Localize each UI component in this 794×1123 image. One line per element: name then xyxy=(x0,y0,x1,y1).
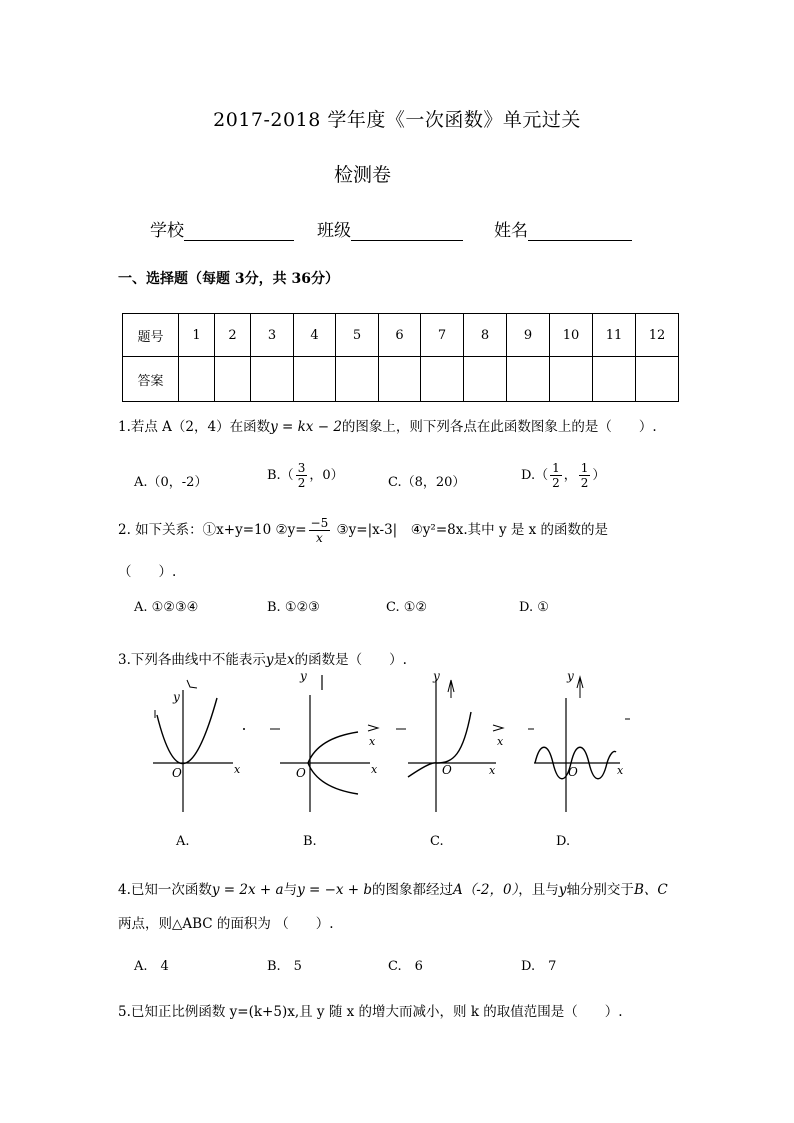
q1-option-b xyxy=(267,461,344,490)
stray-mark-icon xyxy=(240,720,250,740)
q3-x: x xyxy=(287,652,295,668)
name-label: 姓名 xyxy=(494,221,528,241)
graph-c xyxy=(403,670,513,815)
origin-label: O xyxy=(442,763,452,777)
q1-d-fraction-2 xyxy=(579,461,591,490)
answer-cell[interactable] xyxy=(336,357,379,402)
q4-f1: y = 2x + a xyxy=(211,882,284,898)
answer-cell[interactable] xyxy=(421,357,464,402)
answer-cell[interactable] xyxy=(215,357,251,402)
x-label-lower: x xyxy=(489,764,496,777)
question-number: 8 xyxy=(464,314,507,357)
fraction-denominator: 2 xyxy=(580,476,589,490)
fraction-numerator: 3 xyxy=(297,461,306,475)
q4-f2: y = −x + b xyxy=(297,882,373,898)
answer-cell[interactable] xyxy=(464,357,507,402)
fraction-denominator: 2 xyxy=(552,476,560,490)
fraction-numerator: 1 xyxy=(580,461,589,475)
question-number: 7 xyxy=(421,314,464,357)
q4-option-a: A. 4 xyxy=(134,959,169,974)
q2-post: ③y=|x-3| ④y²=8x.其中 y 是 x 的函数的是 xyxy=(332,522,609,538)
class-field xyxy=(317,216,463,241)
q1-d-post: ） xyxy=(592,468,606,483)
q2-option-a: A. ①②③④ xyxy=(134,600,199,615)
q2-pre: 2. 如下关系：①x+y=10 ②y= xyxy=(118,522,307,538)
question-number: 12 xyxy=(636,314,679,357)
q4-point: A（-2，0） xyxy=(453,882,519,898)
question-3 xyxy=(118,648,407,668)
x-arrow xyxy=(493,725,503,731)
answer-cell[interactable] xyxy=(179,357,215,402)
q1-option-d xyxy=(521,461,605,490)
answer-cell[interactable] xyxy=(550,357,593,402)
graph-a xyxy=(145,670,255,815)
q1-formula: y = kx − 2 xyxy=(270,419,342,435)
q3-label-a: A. xyxy=(176,834,190,849)
answer-table xyxy=(122,313,679,402)
q1-d-pre: D.（ xyxy=(521,468,549,483)
x-label-lower: x xyxy=(371,763,378,776)
row-label: 答案 xyxy=(123,357,179,402)
q3-label-d: D. xyxy=(556,834,571,849)
question-number: 10 xyxy=(550,314,593,357)
y-label: y xyxy=(567,670,574,683)
q1-b-fraction xyxy=(296,461,308,490)
q4-bc: B、C xyxy=(633,882,668,898)
question-1 xyxy=(118,415,657,435)
q4-yaxis: y xyxy=(558,882,567,898)
origin-label: O xyxy=(296,766,306,780)
x-label: x xyxy=(369,735,376,748)
arrow-y xyxy=(187,680,197,688)
question-number: 5 xyxy=(336,314,379,357)
q4-option-c: C. 6 xyxy=(388,959,423,974)
question-number-row xyxy=(123,314,679,357)
row-label: 题号 xyxy=(123,314,179,357)
q4-post: 的图象都经过 xyxy=(372,882,454,898)
answer-cell[interactable] xyxy=(379,357,421,402)
q2-option-d: D. ① xyxy=(519,600,549,615)
x-label: x xyxy=(497,735,504,748)
q2-fraction xyxy=(309,516,331,545)
class-blank[interactable] xyxy=(351,222,463,241)
fraction-numerator: 1 xyxy=(552,461,560,475)
q3-text-pre: 3.下列各曲线中不能表示 xyxy=(118,652,266,668)
x-label: x xyxy=(234,763,241,776)
answer-cell[interactable] xyxy=(507,357,550,402)
q1-option-c: C.（8，20） xyxy=(388,475,466,490)
name-field xyxy=(494,216,632,241)
q4-option-b: B. 5 xyxy=(267,959,302,974)
school-field xyxy=(150,216,294,241)
graph-d xyxy=(532,670,642,815)
q1-d-fraction-1 xyxy=(550,461,562,490)
section-heading: 一、选择题（每题 3分，共 36分） xyxy=(118,271,339,287)
school-blank[interactable] xyxy=(184,222,294,241)
answer-cell[interactable] xyxy=(593,357,636,402)
fraction-numerator: −5 xyxy=(310,516,329,530)
answer-row xyxy=(123,357,679,402)
answer-cell[interactable] xyxy=(294,357,336,402)
q4-pre: 4.已知一次函数 xyxy=(118,882,212,898)
question-number: 3 xyxy=(251,314,294,357)
q4-line-2: 两点，则△ABC 的面积为 （ ）. xyxy=(118,916,334,932)
y-label: y xyxy=(433,670,440,683)
question-number: 6 xyxy=(379,314,421,357)
graph-b xyxy=(278,670,388,815)
x-arrow xyxy=(368,725,378,731)
name-blank[interactable] xyxy=(528,222,632,241)
origin-label: O xyxy=(568,765,578,779)
fraction-denominator: x xyxy=(316,531,323,545)
y-label: y xyxy=(173,690,180,704)
origin-label: O xyxy=(172,766,182,780)
question-number: 2 xyxy=(215,314,251,357)
q1-prefix: 1.若点 A（2，4）在函数 xyxy=(118,419,271,435)
question-number: 4 xyxy=(294,314,336,357)
q3-y: y xyxy=(265,652,274,668)
question-number: 1 xyxy=(179,314,215,357)
q2-line-2: （ ）. xyxy=(118,564,177,580)
q3-text-post: 的函数是（ ）. xyxy=(294,652,407,668)
y-label: y xyxy=(300,670,307,683)
q3-label-b: B. xyxy=(303,834,317,849)
fraction-denominator: 2 xyxy=(297,476,306,490)
question-5: 5.已知正比例函数 y=(k+5)x,且 y 随 x 的增大而减小，则 k 的取值范围是（ ）. xyxy=(118,1004,623,1020)
q4-option-d: D. 7 xyxy=(521,959,557,974)
question-2 xyxy=(118,516,608,545)
q4-end: ，且与 xyxy=(518,882,559,898)
page-subtitle: 检测卷 xyxy=(334,164,392,186)
page-title: 2017-2018 学年度《一次函数》单元过关 xyxy=(213,109,581,131)
q1-suffix: 的图象上，则下列各点在此函数图象上的是（ ）. xyxy=(341,419,657,435)
q1-b-pre: B.（ xyxy=(267,468,294,483)
q2-option-b: B. ①②③ xyxy=(267,600,320,615)
curve-cubic xyxy=(408,712,471,777)
q4-tail: 轴分别交于 xyxy=(566,882,634,898)
q2-option-c: C. ①② xyxy=(386,600,428,615)
question-4 xyxy=(118,878,668,898)
answer-cell[interactable] xyxy=(251,357,294,402)
q3-text-mid: 是 xyxy=(273,652,288,668)
q1-d-sep: ， xyxy=(563,468,577,483)
q1-option-a: A.（0，-2） xyxy=(134,475,208,490)
q4-mid: 与 xyxy=(283,882,298,898)
school-label: 学校 xyxy=(150,221,184,241)
q3-label-c: C. xyxy=(430,834,444,849)
x-label: x xyxy=(617,764,624,777)
class-label: 班级 xyxy=(317,221,351,241)
question-number: 11 xyxy=(593,314,636,357)
q1-b-post: ，0） xyxy=(309,468,344,483)
question-number: 9 xyxy=(507,314,550,357)
curve-parabola xyxy=(157,698,217,764)
answer-cell[interactable] xyxy=(636,357,679,402)
